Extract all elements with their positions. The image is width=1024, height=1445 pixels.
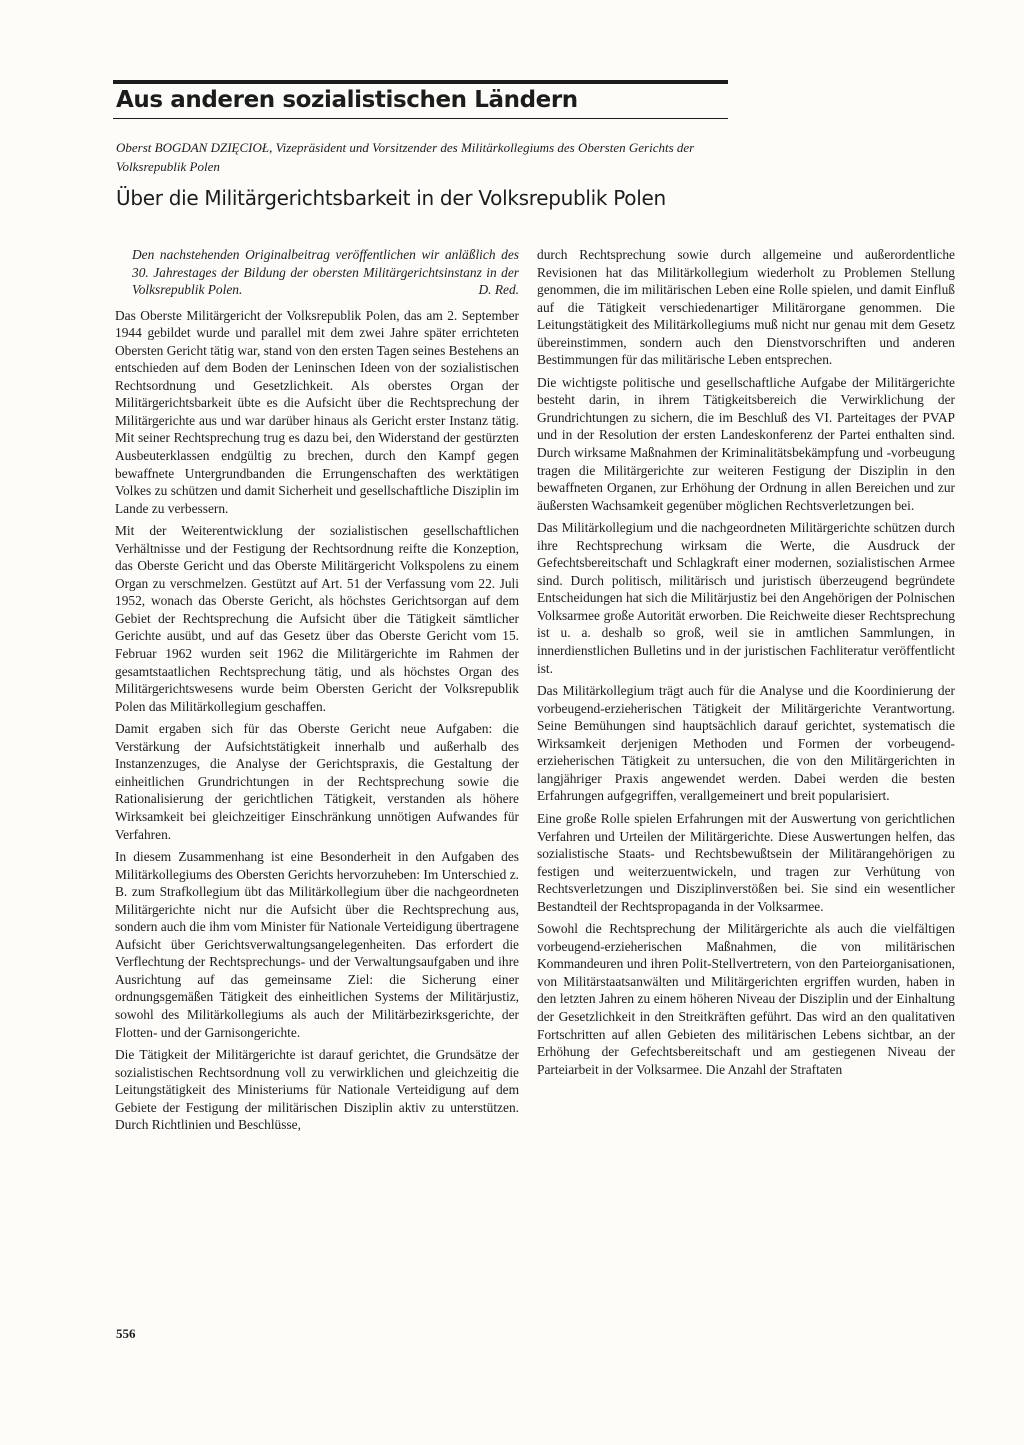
heading-rule bbox=[113, 118, 728, 119]
paragraph: Das Militärkollegium und die nachgeordneten Militärgerichte schützen durch ihre Rechtsprechung wirksam die Werte, die Ausdruck der Gefechtsbereitschaft und Schlagkraft einer modernen, sozialistischen Armee sind. Durch politisch, militärisch und juristisch überzeugend begründete Entscheidungen hat sich die Militärjustiz bei den Angehörigen der Polnischen Volksarmee große Autorität erworben. Die Reichweite dieser Rechtsprechung ist u. a. deshalb so groß, weil sie in amtlichen Sammlungen, in innerdienstlichen Bulletins und in der juristischen Fachliteratur veröffentlicht ist. bbox=[537, 520, 955, 676]
paragraph: Das Oberste Militärgericht der Volksrepublik Polen, das am 2. September 1944 gebildet wurde und parallel mit dem zwei Jahre später errichteten Obersten Gericht tätig war, stand von den ersten Tagen seines Bestehens an entschieden auf dem Boden der Leninschen Ideen von der sozialistischen Rechtsordnung und Gesetzlichkeit. Als oberstes Organ der Militärgerichtsbarkeit übte es die Aufsicht über die Rechtsprechung der Militärgerichte aus und war darüber hinaus als Gericht erster Instanz tätig. Mit seiner Rechtsprechung trug es dazu bei, den Widerstand der gestürzten Ausbeuterklassen endgültig zu brechen, durch den Kampf gegen bewaffnete Untergrundbanden die Errungenschaften des werktätigen Volkes zu schützen und damit Sicherheit und gesellschaftliche Disziplin im Lande zu verbessern. bbox=[115, 307, 519, 516]
right-column bbox=[537, 246, 955, 1083]
paragraph: Damit ergaben sich für das Oberste Gericht neue Aufgaben: die Verstärkung der Aufsichtstätigkeit innerhalb und außerhalb des Instanzenzuges, die Analyse der Gerichtspraxis, die Gestaltung der einheitlichen Grundrichtungen in der Rechtsprechung sowie die Rationalisierung der gerichtlichen Tätigkeit, verstanden als höhere Wirksamkeit bei gleichzeitiger Einschränkung unnötigen Aufwandes für Verfahren. bbox=[115, 721, 519, 842]
paragraph: durch Rechtsprechung sowie durch allgemeine und außerordentliche Revisionen hat das Militärkollegium wiederholt zu Problemen Stellung genommen, die im militärischen Leben eine Rolle spielen, und damit Einfluß auf die Tätigkeit verschiedenartiger Militärorgane genommen. Die Leitungstätigkeit des Militärkollegiums muß nicht nur genau mit dem Gesetz übereinstimmen, sondern auch den Dienstvorschriften und anderen Bestimmungen für das militärische Leben entsprechen. bbox=[537, 247, 955, 368]
left-column bbox=[115, 246, 519, 1139]
paragraph: Sowohl die Rechtsprechung der Militärgerichte als auch die vielfältigen vorbeugend-erzieherischen Maßnahmen, die von militärischen Kommandeuren und ihren Polit-Stellvertretern, von den Parteiorganisationen, von Militärstaatsanwälten und Militärgerichten ergriffen wurden, haben in den letzten Jahren zu einem höheren Niveau der Disziplin und der Einhaltung der Gesetzlichkeit in den Streitkräften geführt. Das wird an den qualitativen Fortschritten auf allen Gebieten des militärischen Lebens sichtbar, an der Erhöhung der Gefechtsbereitschaft und am gestiegenen Niveau der Parteiarbeit in der Volksarmee. Die Anzahl der Straftaten bbox=[537, 921, 955, 1077]
section-heading: Aus anderen sozialistischen Ländern bbox=[116, 87, 578, 113]
author-byline: Oberst BOGDAN DZIĘCIOŁ, Vizepräsident und Vorsitzender des Militärkollegiums des Obersten Gerichts der Volksrepublik Polen bbox=[116, 140, 695, 174]
intro-text: Den nachstehenden Originalbeitrag veröffentlichen wir anläßlich des 30. Jahrestages der Bildung der obersten Militärgerichtsinstanz in der Volksrepublik Polen. bbox=[132, 247, 519, 298]
article-title: Über die Militärgerichtsbarkeit in der Volksrepublik Polen bbox=[116, 186, 666, 210]
paragraph: In diesem Zusammenhang ist eine Besonderheit in den Aufgaben des Militärkollegiums des Obersten Gerichts hervorzuheben: Im Unterschied z. B. zum Strafkollegium übt das Militärkollegium über die nachgeordneten Militärgerichte nicht nur die Aufsicht über die Rechtsprechung aus, sondern auch die ihm vom Minister für Nationale Verteidigung übertragene Aufsicht über Gerichtsverwaltungsangelegenheiten. Das erfordert die Verflechtung der Rechtsprechungs- und der Verwaltungsaufgaben und ihre Ausrichtung auf das gemeinsame Ziel: die Sicherung einer ordnungsgemäßen Tätigkeit des einheitlichen Systems der Militärjustiz, sowohl des Militärkollegiums als auch der Militärbezirksgerichte, der Flotten- und der Garnisongerichte. bbox=[115, 849, 519, 1040]
editorial-signature: D. Red. bbox=[478, 282, 519, 298]
editorial-intro bbox=[115, 246, 519, 299]
paragraph: Mit der Weiterentwicklung der sozialistischen gesellschaftlichen Verhältnisse und der Festigung der Rechtsordnung reifte die Konzeption, das Oberste Gericht und das Oberste Militärgericht Volkspolens zu einem Organ zu verschmelzen. Gestützt auf Art. 51 der Verfassung vom 22. Juli 1952, wonach das Oberste Gericht, als höchstes Gerichtsorgan auf dem Gebiet der Rechtsprechung die Aufsicht über die Tätigkeit sämtlicher Gerichte ausübt, und auf das Gesetz über das Oberste Gericht vom 15. Februar 1962 wurden seit 1962 die Militärgerichte im Rahmen der gesamtstaatlichen Rechtsprechung tätig, und als höchstes Organ des Militärgerichtswesens wurde beim Obersten Gericht der Volksrepublik Polen das Militärkollegium geschaffen. bbox=[115, 523, 519, 714]
paragraph: Die wichtigste politische und gesellschaftliche Aufgabe der Militärgerichte besteht darin, in ihrem Tätigkeitsbereich die Verwirklichung der Grundrichtungen zu sichern, die im Beschluß des VI. Parteitages der PVAP und in der Resolution der ersten Landeskonferenz der Partei enthalten sind. Durch wirksame Maßnahmen der Kriminalitätsbekämpfung und -vorbeugung tragen die Militärgerichte zur weiteren Festigung der Disziplin in den bewaffneten Organen, zur Erhöhung der Ordnung in allen Bereichen und zur äußersten Wachsamkeit gegenüber möglichen Rechtsverletzungen bei. bbox=[537, 374, 955, 513]
paragraph: Das Militärkollegium trägt auch für die Analyse und die Koordinierung der vorbeugend-erzieherischen Tätigkeit der Militärgerichte Verantwortung. Seine Bemühungen sind hauptsächlich darauf gerichtet, systematisch die Wirksamkeit derjenigen Methoden und Formen der vorbeugend-erzieherischen Tätigkeit zu untersuchen, die von den Militärgerichten in langjähriger Praxis angewendet werden. Dabei werden die besten Erfahrungen aufgegriffen, verallgemeinert und breit popularisiert. bbox=[537, 683, 955, 804]
paragraph: Die Tätigkeit der Militärgerichte ist darauf gerichtet, die Grundsätze der sozialistischen Rechtsordnung voll zu verwirklichen und gleichzeitig die Leitungstätigkeit des Ministeriums für Nationale Verteidigung auf dem Gebiete der Festigung der militärischen Disziplin aktiv zu unterstützen. Durch Richtlinien und Beschlüsse, bbox=[115, 1047, 519, 1133]
paragraph: Eine große Rolle spielen Erfahrungen mit der Auswertung von gerichtlichen Verfahren und Urteilen der Militärgerichte. Diese Auswertungen helfen, das sozialistische Staats- und Rechtsbewußtsein der Militärangehörigen zu festigen und weiterzuentwickeln, und tragen zur Verhütung von Rechtsverletzungen und Disziplinverstößen bei. Sie sind ein wesentlicher Bestandteil der Rechtspropaganda in der Volksarmee. bbox=[537, 810, 955, 914]
page-number: 556 bbox=[116, 1326, 136, 1341]
